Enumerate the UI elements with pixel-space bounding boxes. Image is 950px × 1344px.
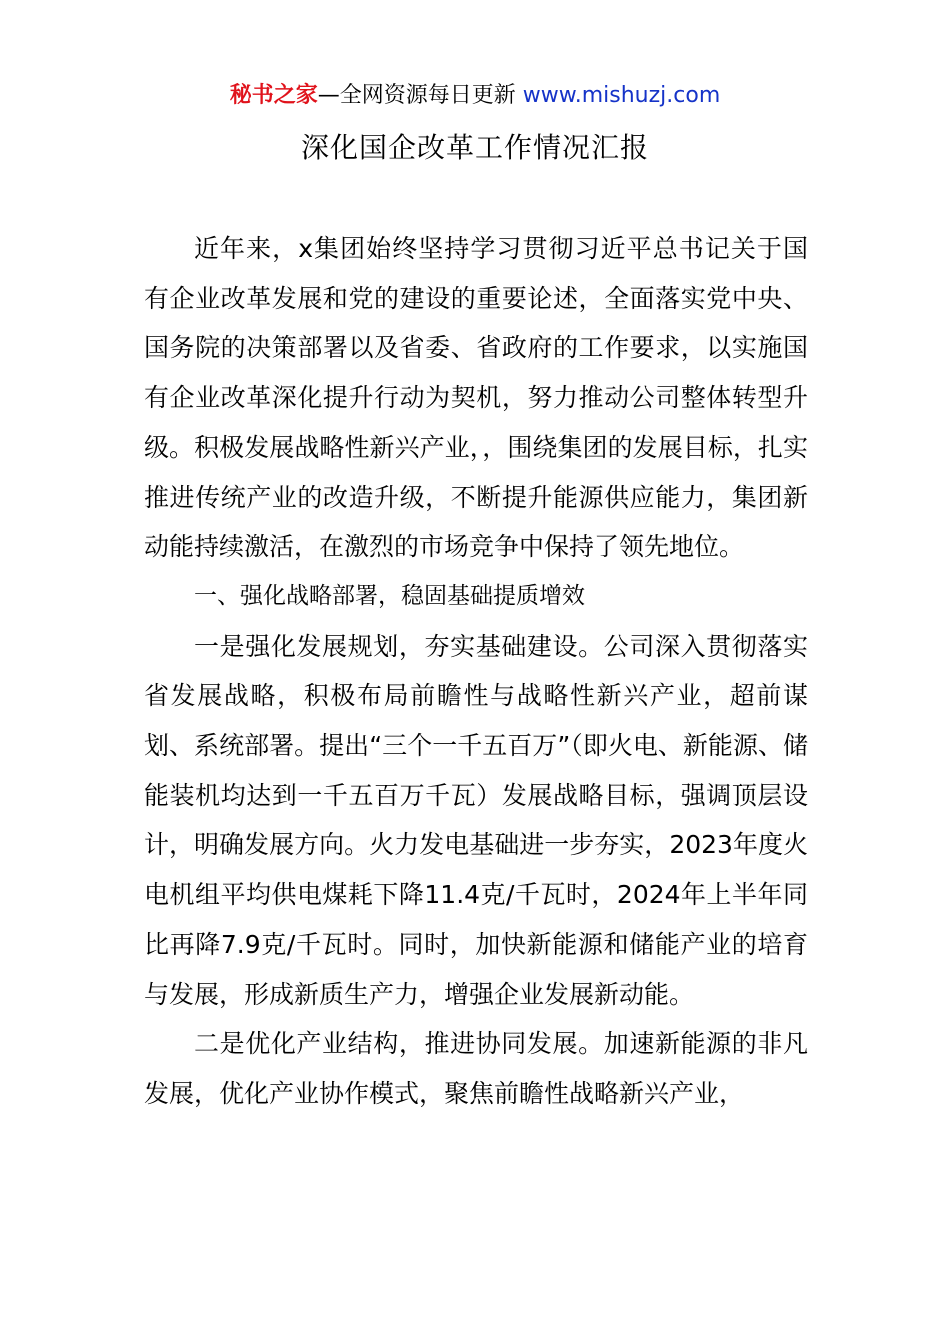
intro-paragraph: 近年来，x集团始终坚持学习贯彻习近平总书记关于国有企业改革发展和党的建设的重要论述，全面落实党中央、国务院的决策部署以及省委、省政府的工作要求，以实施国有企业改革深化提升行动为契机，努力推动公司整体转型升级。积极发展战略性新兴产业，，围绕集团的发展目标，扎实推进传统产业的改造升级，不断提升能源供应能力，集团新动能持续激活，在激烈的市场竞争中保持了领先地位。 bbox=[144, 234, 808, 562]
document-title: 深化国企改革工作情况汇报 bbox=[300, 131, 649, 164]
site-banner bbox=[0, 80, 950, 112]
site-url-link[interactable]: www.mishuzj.com bbox=[522, 83, 721, 108]
document-body bbox=[144, 224, 808, 1119]
body-paragraph: 一是强化发展规划，夯实基础建设。公司深入贯彻落实省发展战略，积极布局前瞻性与战略性新兴产业，超前谋划、系统部署。提出“三个一千五百万”（即火电、新能源、储能装机均达到一千五百万千瓦）发展战略目标，强调顶层设计，明确发展方向。火力发电基础进一步夯实，2023年度火电机组平均供电煤耗下降11.4克/千瓦时，2024年上半年同比再降7.9克/千瓦时。同时，加快新能源和储能产业的培育与发展，形成新质生产力，增强企业发展新动能。 bbox=[144, 631, 808, 1009]
body-paragraph: 二是优化产业结构，推进协同发展。加速新能源的非凡发展，优化产业协作模式，聚焦前瞻性战略新兴产业， bbox=[144, 1029, 808, 1108]
site-slogan: —全网资源每日更新 bbox=[317, 83, 516, 108]
site-brand: 秘书之家 bbox=[229, 83, 318, 108]
section-heading: 一、强化战略部署，稳固基础提质增效 bbox=[194, 582, 585, 609]
